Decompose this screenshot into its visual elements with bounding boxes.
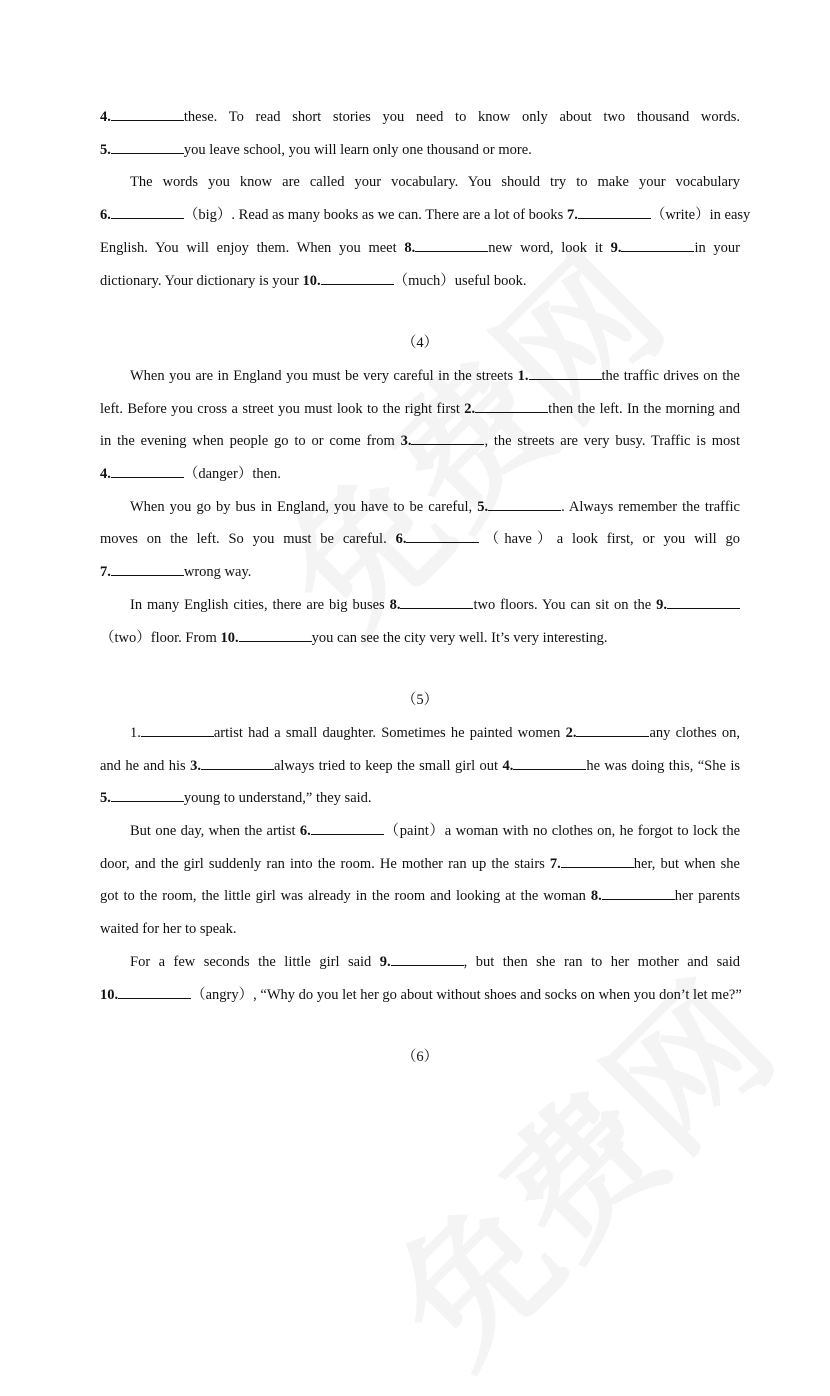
answer-blank[interactable] xyxy=(118,985,191,999)
word-hint: （much） xyxy=(393,272,455,289)
section-heading: （4） xyxy=(401,335,439,352)
answer-blank[interactable] xyxy=(239,628,312,642)
passage-line: In many English cities, there are big buses 8. two floors. You can sit on the 9. xyxy=(100,589,740,622)
answer-blank[interactable] xyxy=(561,854,634,868)
answer-blank[interactable] xyxy=(321,271,394,285)
answer-blank[interactable] xyxy=(578,205,651,219)
answer-blank[interactable] xyxy=(111,562,184,576)
passage-line: 5. young to understand,” they said. xyxy=(100,790,372,807)
passage-line: dictionary. Your dictionary is your 10. （much）useful book. xyxy=(100,272,527,289)
passage-line: The words you know are called your vocabulary. You should try to make your vocabulary xyxy=(130,174,740,191)
answer-blank[interactable] xyxy=(406,529,479,543)
blank-number: 5. xyxy=(100,141,111,158)
passage-line: left. Before you cross a street you must look to the right first 2. then the left. In the morning and xyxy=(100,400,740,417)
passage-line: 4. （danger）then. xyxy=(100,466,281,483)
blank-number: 10. xyxy=(100,986,119,1003)
blank-number: 4. xyxy=(502,757,514,774)
passage-line: But one day, when the artist 6. （paint）a woman with no clothes on, he forgot to lock the xyxy=(130,823,740,840)
word-hint: （have） xyxy=(479,531,557,548)
passage-line: 6. （big）. Read as many books as we can. There are a lot of books 7. （write）in easy xyxy=(100,207,751,224)
word-hint: （two） xyxy=(100,629,151,646)
passage-line: 1. artist had a small daughter. Sometimes he painted women 2. any clothes on, xyxy=(130,724,741,741)
answer-blank[interactable] xyxy=(111,205,184,219)
blank-number: 7. xyxy=(549,855,561,872)
blank-number: 9. xyxy=(610,239,622,256)
word-hint: （paint） xyxy=(383,823,445,840)
word-hint: （write） xyxy=(650,207,710,224)
blank-number: 1. xyxy=(517,367,529,384)
section-heading: （6） xyxy=(401,1049,439,1066)
blank-number: 9. xyxy=(379,953,391,970)
blank-number: 8. xyxy=(389,596,401,613)
blank-number: 5. xyxy=(477,498,489,515)
blank-number: 4. xyxy=(100,466,111,483)
blank-number: 2. xyxy=(565,724,577,741)
answer-blank[interactable] xyxy=(621,238,694,252)
passage-line: When you go by bus in England, you have to be careful, 5. . Always remember the traffic xyxy=(130,498,740,515)
passage-line: got to the room, the little girl was already in the room and looking at the woman 8. her parents xyxy=(100,888,740,905)
answer-blank[interactable] xyxy=(513,756,586,770)
answer-blank[interactable] xyxy=(201,756,274,770)
blank-number: 5. xyxy=(100,790,111,807)
blank-number: 9. xyxy=(656,596,667,613)
answer-blank[interactable] xyxy=(111,788,184,802)
blank-number: 7. xyxy=(566,207,578,224)
blank-number: 8. xyxy=(404,239,416,256)
blank-number: 6. xyxy=(395,531,407,548)
passage-line: and he and his 3. always tried to keep the small girl out 4. he was doing this, “She is xyxy=(100,757,741,774)
blank-number: 4. xyxy=(100,109,111,125)
answer-blank[interactable] xyxy=(311,821,384,835)
passage-line: moves on the left. So you must be careful. 6. （have）a look first, or you will go xyxy=(100,531,740,548)
passage-line: door, and the girl suddenly ran into the room. He mother ran up the stairs 7. her, but when she xyxy=(100,855,740,872)
blank-number: 10. xyxy=(302,272,321,289)
answer-blank[interactable] xyxy=(111,107,184,121)
passage-line: 10. （angry）, “Why do you let her go about without shoes and socks on when you don’t let me?” xyxy=(100,986,742,1003)
passage-line: waited for her to speak. xyxy=(100,921,237,938)
answer-blank[interactable] xyxy=(667,595,740,609)
passage-line: 5. you leave school, you will learn only one thousand or more. xyxy=(100,141,532,158)
blank-number: 3. xyxy=(190,757,201,774)
worksheet-page xyxy=(100,101,751,1074)
answer-blank[interactable] xyxy=(141,723,214,737)
answer-blank[interactable] xyxy=(111,140,184,154)
blank-number: 7. xyxy=(100,564,111,581)
answer-blank[interactable] xyxy=(400,595,473,609)
blank-number: 6. xyxy=(100,207,111,224)
answer-blank[interactable] xyxy=(529,366,602,380)
blank-number: 6. xyxy=(299,823,311,840)
passage-line: When you are in England you must be very careful in the streets 1. the traffic drives on the xyxy=(130,367,740,384)
section-heading: （5） xyxy=(401,692,439,709)
answer-blank[interactable] xyxy=(391,952,464,966)
word-hint: （angry） xyxy=(191,986,254,1003)
answer-blank[interactable] xyxy=(576,723,649,737)
passage-line: （two）floor. From 10. you can see the city very well. It’s very interesting. xyxy=(100,629,608,646)
blank-number: 3. xyxy=(400,433,412,450)
word-hint: （big） xyxy=(183,207,232,224)
passage-line: 4. these. To read short stories you need to know only about two thousand words. xyxy=(100,109,740,125)
passage-line: English. You will enjoy them. When you meet 8. new word, look it 9. in your xyxy=(100,239,741,256)
passage-line: For a few seconds the little girl said 9. , but then she ran to her mother and said xyxy=(130,953,740,970)
blank-number: 10. xyxy=(220,629,239,646)
blank-number: 2. xyxy=(464,400,476,417)
passage-line: in the evening when people go to or come from 3. , the streets are very busy. Traffic is most xyxy=(100,433,740,450)
answer-blank[interactable] xyxy=(111,464,184,478)
answer-blank[interactable] xyxy=(602,886,675,900)
word-hint: （danger） xyxy=(183,466,253,483)
answer-blank[interactable] xyxy=(475,399,548,413)
answer-blank[interactable] xyxy=(415,238,488,252)
blank-number: 8. xyxy=(590,888,602,905)
answer-blank[interactable] xyxy=(488,497,561,511)
answer-blank[interactable] xyxy=(411,431,484,445)
passage-line: 7. wrong way. xyxy=(100,564,252,581)
